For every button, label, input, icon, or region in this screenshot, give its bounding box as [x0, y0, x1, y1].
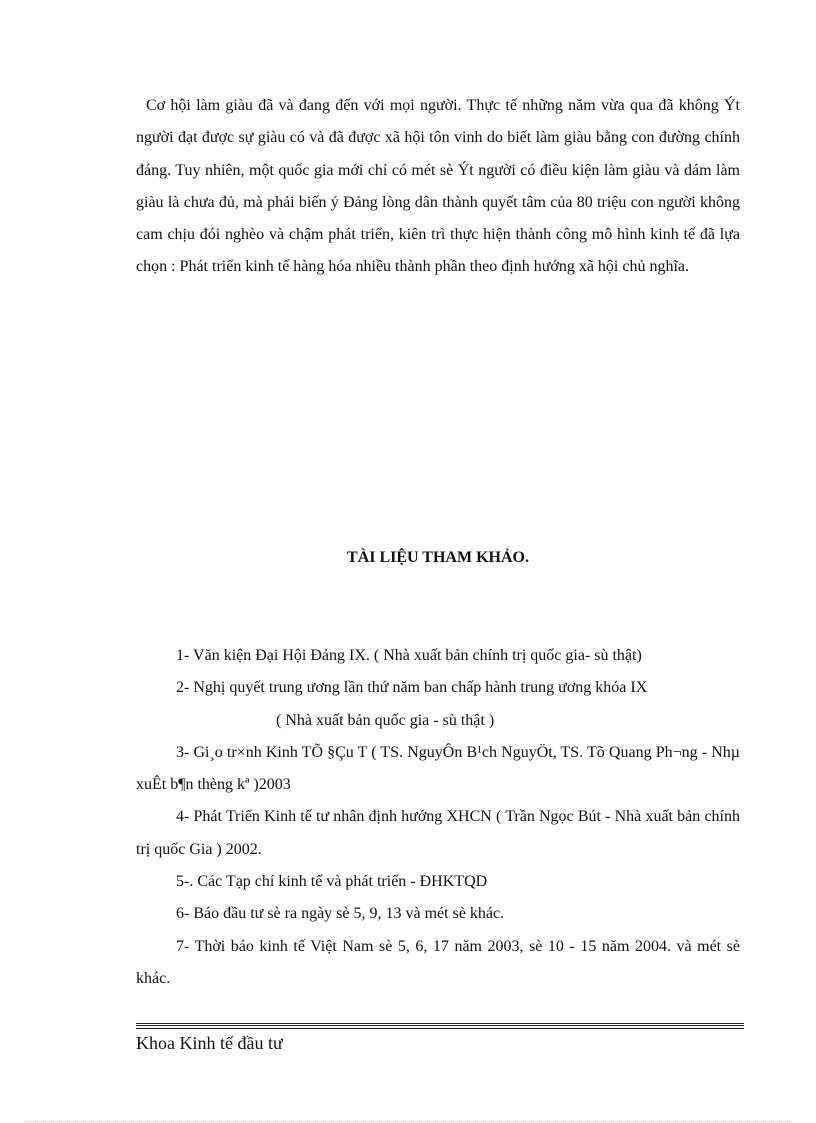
reference-item: 4- Phát Triển Kinh tế tư nhân định hướng XHCN ( Trần Ngọc Bút - Nhà xuất bản chính trị quốc Gia ) 2002. [136, 808, 740, 858]
footer-divider [136, 1023, 744, 1029]
reference-item: 5-. Các Tạp chí kinh tế và phát triển - ĐHKTQD [176, 873, 488, 891]
reference-item-continuation: ( Nhà xuất bản quốc gia - sù thật ) [276, 711, 495, 729]
references-list [136, 640, 740, 995]
reference-item: 3- Gi¸o tr×nh Kinh TÕ §Çu T ( TS. NguyÔn B¹ch NguyÖt, TS. Tõ Quang Ph¬ng - Nhµ xuÊt b¶n thèng kª )2003 [136, 743, 740, 794]
reference-item: 7- Thời báo kinh tế Việt Nam sè 5, 6, 17 năm 2003, sè 10 - 15 năm 2004. và mét sè khác. [136, 937, 740, 987]
reference-item: 6- Báo đầu tư sè ra ngày sè 5, 9, 13 và mét sè khác. [176, 905, 505, 923]
page-footer: Khoa Kinh tế đầu tư [136, 1033, 283, 1053]
reference-item: 2- Nghị quyết trung ương lần thứ năm ban chấp hành trung ương khóa IX [176, 679, 648, 697]
reference-item: 1- Văn kiện Đại Hội Đảng IX. ( Nhà xuất bản chính trị quốc gia- sù thật) [176, 647, 642, 664]
intro-paragraph: Cơ hội làm giàu đã và đang đến với mọi người. Thực tế những năm vừa qua đã không Ýt người đạt được sự giàu có và đã được xã hội tôn vinh do biết làm giàu bằng con đường chính đáng. Tuy nhiên, một quốc gia mới chỉ có mét sè Ýt người có điều kiện làm giàu và dám làm giàu là chưa đủ, mà phải biến ý Đảng lòng dân thành quyết tâm của 80 triệu con người không cam chịu đói nghèo và chậm phát triển, kiên trì thực hiện thành công mô hình kinh tế đã lựa chọn : Phát triển kinh tế hàng hóa nhiều thành phần theo định hướng xã hội chủ nghĩa. [136, 97, 740, 276]
references-title: TÀI LIỆU THAM KHẢO. [347, 549, 529, 566]
page-bottom-border [24, 1121, 792, 1122]
